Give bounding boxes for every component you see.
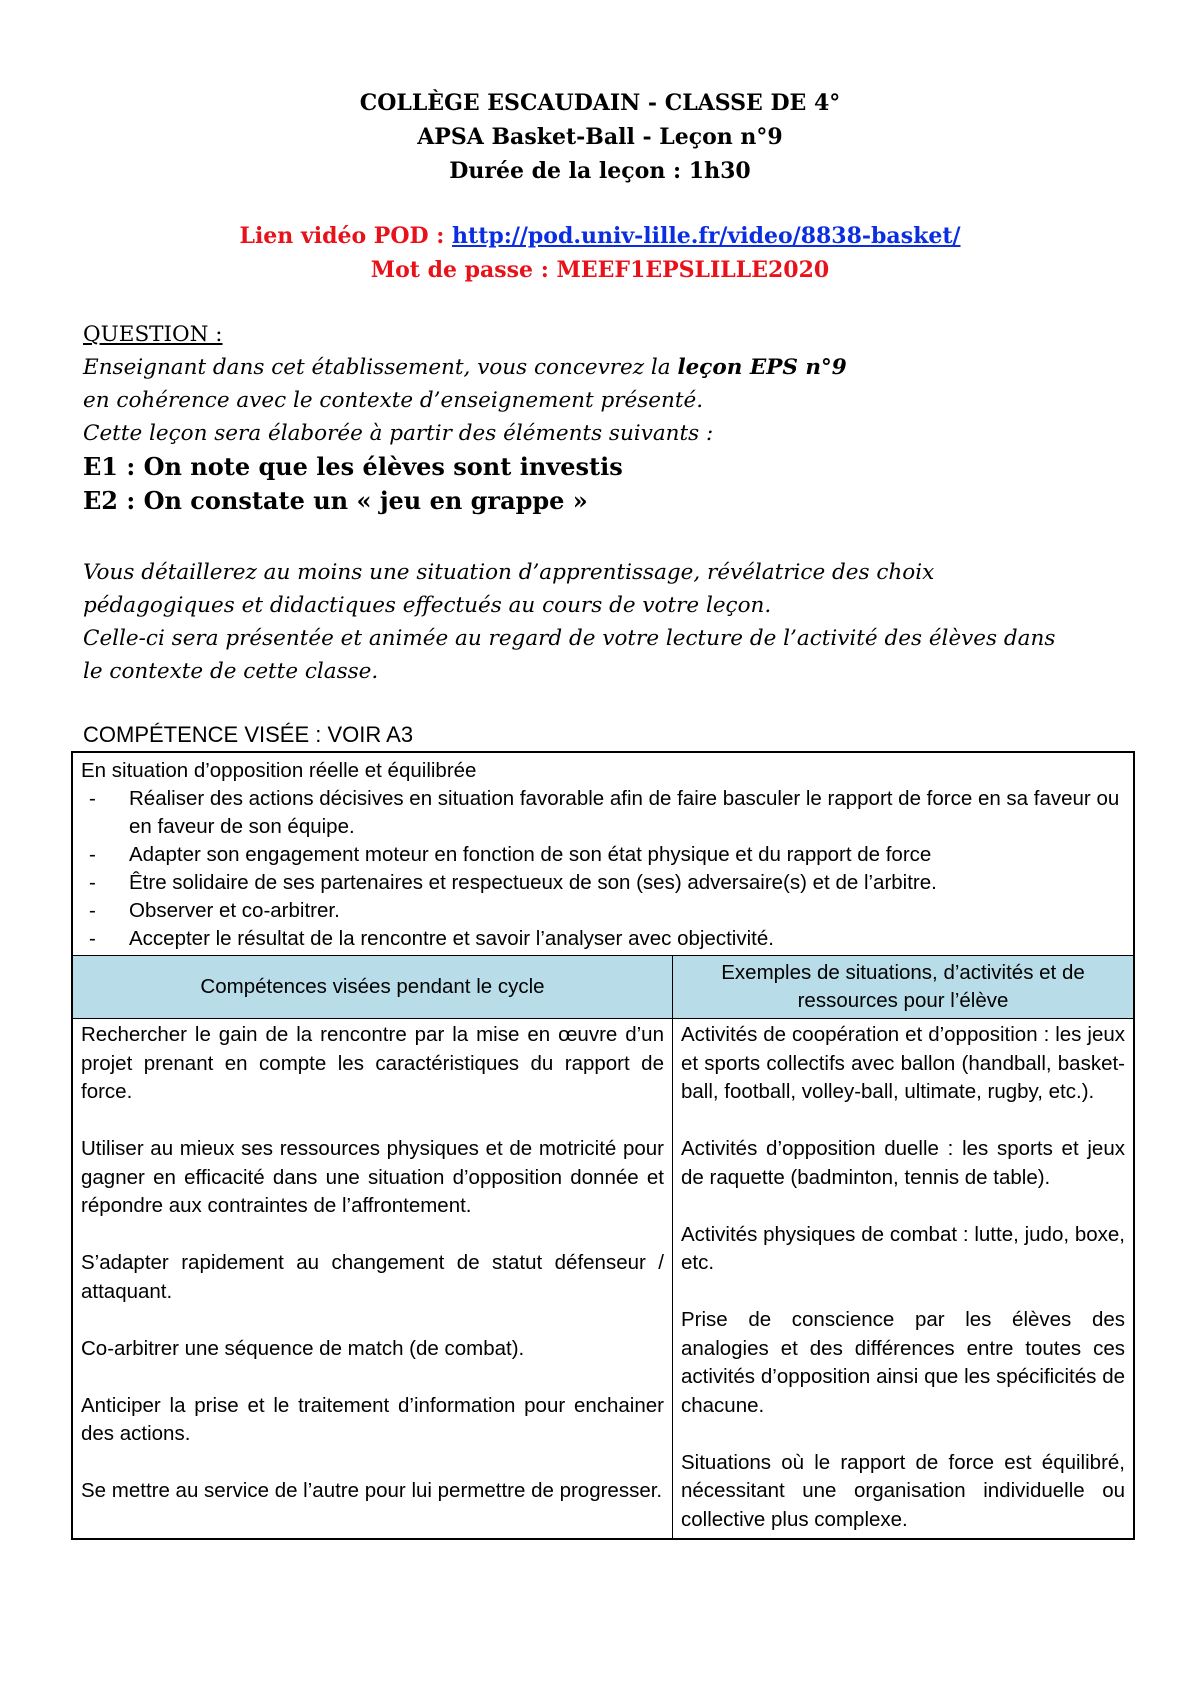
table-header-examples: Exemples de situations, d’activités et de ressources pour l’élève: [721, 961, 1085, 1012]
table-cell: S’adapter rapidement au changement de statut défenseur / attaquant.: [81, 1251, 664, 1303]
table-header-competences: Compétences visées pendant le cycle: [73, 956, 673, 1018]
question-label: QUESTION :: [83, 322, 223, 347]
table-cell: Anticiper la prise et le traitement d’information pour enchainer des actions.: [81, 1393, 664, 1445]
table-cell: Activités d’opposition duelle : les sports et jeux de raquette (badminton, tennis de table).: [681, 1137, 1125, 1189]
table-header-row: [73, 956, 1133, 1019]
question-line-3: Cette leçon sera élaborée à partir des éléments suivants :: [83, 421, 714, 446]
table-cell: Situations où le rapport de force est équilibré, nécessitant une organisation individuelle ou collective plus complexe.: [681, 1450, 1125, 1531]
question-line-1: Enseignant dans cet établissement, vous concevrez la leçon EPS n°9: [83, 355, 847, 380]
list-item: - Réaliser des actions décisives en situation favorable afin de faire basculer le rapport de force en sa faveur ou en faveur de son équipe.: [81, 785, 1125, 841]
table-cell: Rechercher le gain de la rencontre par la mise en œuvre d’un projet prenant en compte les caractéristiques du rapport de force.: [81, 1023, 664, 1103]
question-block: [83, 318, 1143, 518]
competence-summary-cell: [73, 753, 1133, 956]
competence-intro: En situation d’opposition réelle et équilibrée: [81, 759, 477, 782]
lesson-number-emphasis: leçon EPS n°9: [677, 355, 847, 380]
list-item: - Adapter son engagement moteur en fonction de son état physique et du rapport de force: [81, 841, 1125, 869]
table-cell: Co-arbitrer une séquence de match (de combat).: [81, 1336, 525, 1360]
competences-column: [73, 1019, 673, 1538]
table-cell: Activités physiques de combat : lutte, judo, boxe, etc.: [681, 1222, 1125, 1274]
video-link-label: Lien vidéo POD :: [239, 223, 453, 249]
competence-list: [81, 785, 1125, 953]
password-line: Mot de passe : MEEF1EPSLILLE2020: [370, 257, 830, 283]
school-class-title: COLLÈGE ESCAUDAIN - CLASSE DE 4°: [359, 90, 841, 116]
instructions-paragraph-1: Vous détaillerez au moins une situation d’apprentissage, révélatrice des choix pédagogiques et didactiques effectués au cours de votre leçon.: [83, 560, 935, 618]
table-cell: Prise de conscience par les élèves des analogies et des différences entre toutes ces activités d’opposition ainsi que les spécificités de chacune.: [681, 1308, 1125, 1417]
lesson-title: APSA Basket-Ball - Leçon n°9: [417, 124, 783, 150]
examples-column: [673, 1019, 1133, 1538]
competence-table: [71, 751, 1135, 1540]
competence-title: COMPÉTENCE VISÉE : VOIR A3: [83, 722, 414, 747]
lesson-duration: Durée de la leçon : 1h30: [449, 158, 751, 184]
table-body-row: [73, 1019, 1133, 1538]
table-cell: Activités de coopération et d’opposition : les jeux et sports collectifs avec ballon (handball, basket-ball, football, volley-ball, ultimate, rugby, etc.).: [681, 1023, 1125, 1103]
list-item: - Accepter le résultat de la rencontre et savoir l’analyser avec objectivité.: [81, 925, 1125, 953]
list-item: - Observer et co-arbitrer.: [81, 897, 1125, 925]
video-link-line: [0, 219, 1200, 253]
video-link[interactable]: http://pod.univ-lille.fr/video/8838-basket/: [452, 223, 961, 249]
list-item: - Être solidaire de ses partenaires et respectueux de son (ses) adversaire(s) et de l’arbitre.: [81, 869, 1125, 897]
question-line-2: en cohérence avec le contexte d’enseignement présenté.: [83, 388, 704, 413]
element-e1: E1 : On note que les élèves sont investis: [83, 452, 623, 481]
element-e2: E2 : On constate un « jeu en grappe »: [83, 486, 588, 515]
instructions-paragraph-2: Celle-ci sera présentée et animée au regard de votre lecture de l’activité des élèves dans le contexte de cette classe.: [83, 626, 1056, 684]
table-cell: Utiliser au mieux ses ressources physiques et de motricité pour gagner en efficacité dans une situation d’opposition donnée et répondre aux contraintes de l’affrontement.: [81, 1137, 664, 1217]
table-cell: Se mettre au service de l’autre pour lui permettre de progresser.: [81, 1479, 663, 1502]
